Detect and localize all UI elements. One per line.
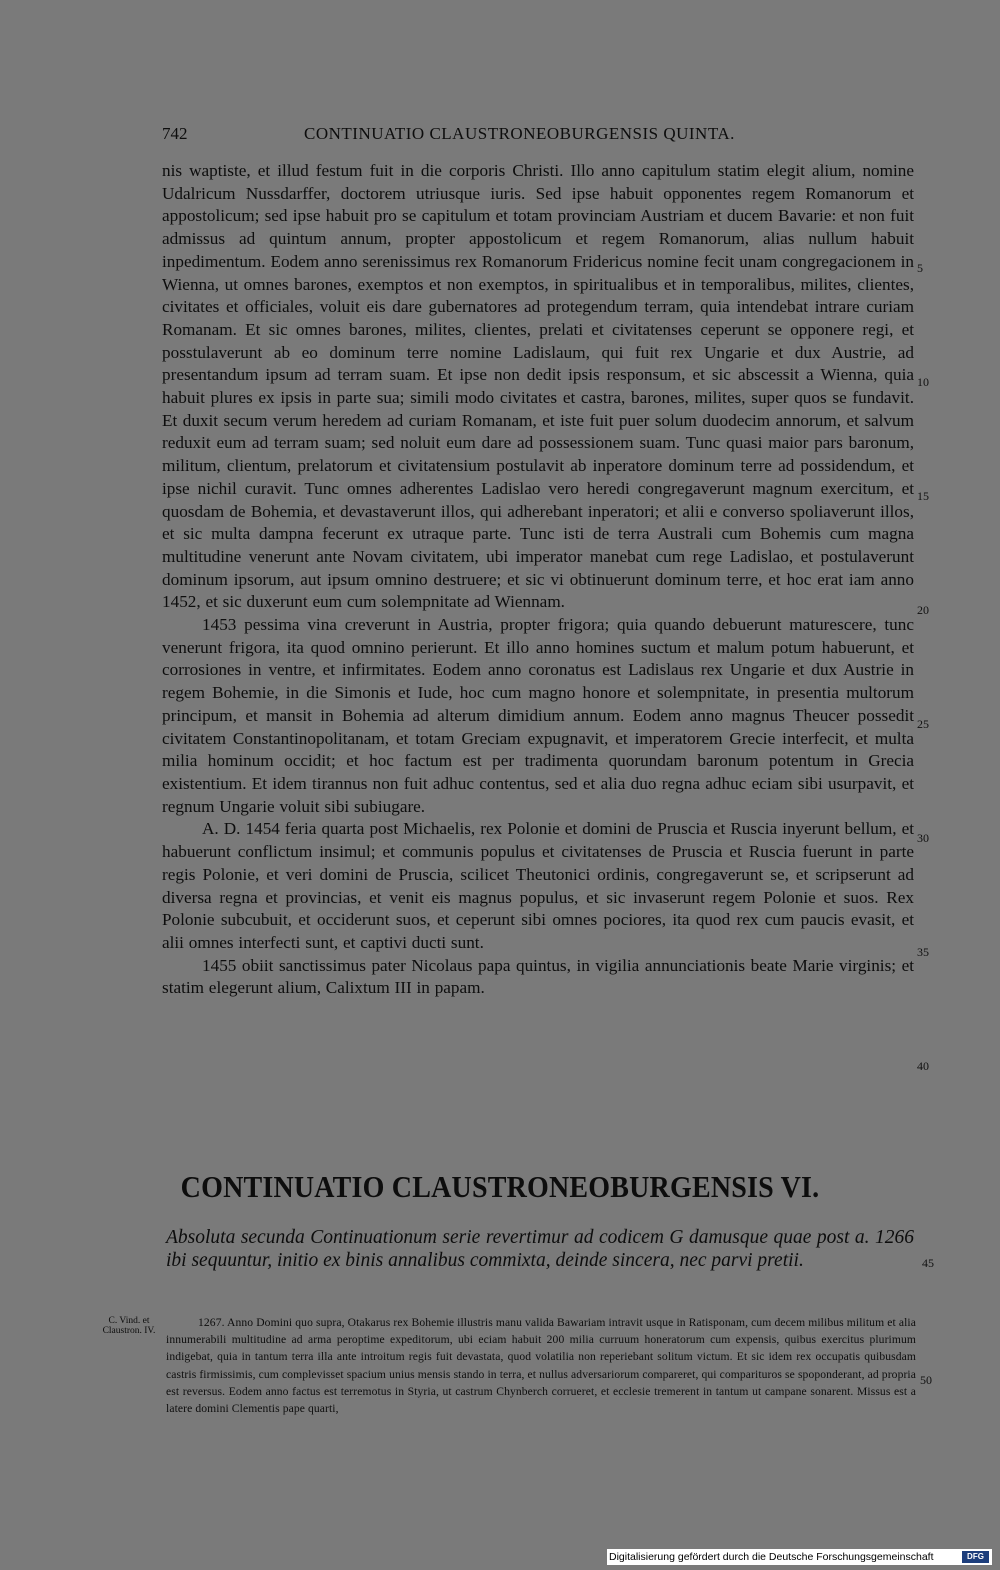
footer-credit: Digitalisierung gefördert durch die Deutsche Forschungsgemeinschaft [609,1551,934,1563]
page-header [162,124,914,150]
dfg-logo: DFG [962,1551,989,1563]
line-number: 20 [917,603,929,617]
line-number: 25 [917,717,929,731]
line-number: 15 [917,489,929,503]
paragraph: nis waptiste, et illud festum fuit in die corporis Christi. Illo anno capitulum statim elegit alium, nomine Udalricum Nussdarffer, doctorem utriusque iuris. Sed ipse habuit opponentes regem Romanorum et appostolicum; sed ipse habuit pro se capitulum et totam provinciam Austriam et ducem Bavarie: et non fuit admissus ad quintum annum, propter appostolicum et regem Romanorum, alias nullum habuit inpedimentum. Eodem anno serenissimus rex Romanorum Fridericus nomine fecit unam congregacionem in Wienna, ut omnes barones, exemptos et non exemptos, in spiritualibus et in temporalibus, milites, clientes, civitates et officiales, voluit eis dare gubernatores ad protegendum terram, quia intendebat intrare curiam Romanam. Et sic omnes barones, milites, clientes, prelati et civitatenses ceperunt se opponere regi, et posstulaverunt ab eo dominum terre nomine Ladislaum, qui fuit rex Ungarie et dux Austrie, ad presentandum ipsum ad terram suam. Et ipse non dedit ipsis responsum, et sic abscessit a Wienna, quia habuit plures ex ipsis in parte sua; simili modo civitates et castra, barones, milites, super quos se fundavit. Et duxit secum verum heredem ad curiam Romanam, et iste fuit puer solum duodecim annorum, et salvum reduxit eum ad terram suam; sed noluit eum dare ad possessionem suam. Tunc quasi maior pars baronum, militum, clientum, prelatorum et civitatensium postulavit ab inperatore dominum terre ad possidendum, et ipse nichil curavit. Tunc omnes adherentes Ladislao vero heredi congregaverunt magnum exercitum, et quosdam de Bohemia, et devastaverunt illos, qui adherebant inperatori; et alii e converso spoliaverunt illos, et sic multa dampna fecerunt ex utraque parte. Tunc isti de terra Australi cum Bohemis cum magna multitudine venerunt ante Novam civitatem, ubi imperator manebat cum rege Ladislao, et postulaverunt dominum ipsorum, aut ipsum omnino destruere; et sic vi obtinuerunt dominum terre, et hoc erat iam anno 1452, et sic duxerunt eum cum solempnitate ad Wiennam. [162,161,914,612]
line-number: 10 [917,375,929,389]
line-number: 40 [917,1059,929,1073]
running-title: CONTINUATIO CLAUSTRONEOBURGENSIS QUINTA. [304,124,735,143]
paragraph: 1453 pessima vina creverunt in Austria, propter frigora; quia quando debuerunt maturescere, tunc venerunt frigora, ita quod omnino perierunt. Et illo anno homines suctum et malum potum habuerunt, et corrosiones in ventre, et infirmitates. Eodem anno coronatus est Ladislaus rex Ungarie et dux Austrie in regem Bohemie, in die Simonis et Iude, hoc cum magno honore et solempnitate, in presentia multorum principum, et mansit in Bohemia ad alterum dimidium annum. Eodem anno magnus Theucer possedit civitatem Constantinopolitanam, et totam Greciam expugnavit, et imperatorem Grecie interfecit, et multa milia hominum occidit; et hoc factum est per tradimenta quorundam baronum potentum in Grecia existentium. Et idem tirannus non fuit adhuc contentus, sed et alia duo regna adhuc eciam sibi usurpavit, et regnum Ungarie voluit sibi subiugare. [162,615,914,816]
margin-note: C. Vind. et Claustron. IV. [102,1316,156,1336]
source-text: 1267. Anno Domini quo supra, Otakarus rex Bohemie illustris manu valida Bawariam intravit usque in Ratisponam, cum decem milibus militum et alia innumerabili multitudine ad arma peroptime expeditorum, ubi eciam habuit 200 milia curruum honeratorum cum expensis, quibus exercitus plurimum indigebat, quia in tantum terra illa ante introitum regis fuit devastata, quod volatilia non reperiebant solitum victum. Et sic idem rex occupatis quibusdam castris firmissimis, cum complevisset spacium unius mensis stando in terra, et nullus adversariorum compareret, qui comparituros se spoponderant, ad propria est reversus. Eodem anno factus est terremotus in Styria, ut castrum Chynberch corrueret, et ecclesie tremerent in tantum ut campane sonarent. Missus est a latere domini Clementis pape quarti, [166,1316,916,1416]
line-number: 35 [917,945,929,959]
page-number: 742 [162,124,188,143]
line-number: 45 [922,1256,934,1270]
paragraph: 1455 obiit sanctissimus pater Nicolaus papa quintus, in vigilia annunciationis beate Marie virginis; et statim elegerunt alium, Calixtum III in papam. [162,955,914,998]
paragraph: A. D. 1454 feria quarta post Michaelis, rex Polonie et domini de Pruscia et Ruscia inyerunt bellum, et habuerunt conflictum insimul; et communis populus et civitatenses de Pruscia et Ruscia fuerunt in parte regis Polonie, et veri domini de Pruscia, scilicet Theutonici ordinis, congregaverunt se, et scripserunt ad diversa regna et provincias, et venit eis magnus populus, et sic invaserunt regem Polonie et suos. Rex Polonie subcubuit, et occiderunt suos, et ceperunt sibi omnes pociores, ita quod rex cum paucis evasit, et alii omnes interfecti sunt, et captivi ducti sunt. [162,819,914,952]
line-number: 5 [917,261,923,275]
line-number: 50 [920,1373,932,1387]
line-number: 30 [917,831,929,845]
editorial-intro: Absoluta secunda Continuationum serie revertimur ad codicem G damusque quae post a. 1266 ibi sequuntur, initio ex binis annalibus commixta, deinde sincera, nec parvi pretii. [166,1227,914,1271]
main-text [162,160,914,1000]
section-title: CONTINUATIO CLAUSTRONEOBURGENSIS VI. [180,1170,820,1205]
digitization-footer [607,1549,992,1565]
